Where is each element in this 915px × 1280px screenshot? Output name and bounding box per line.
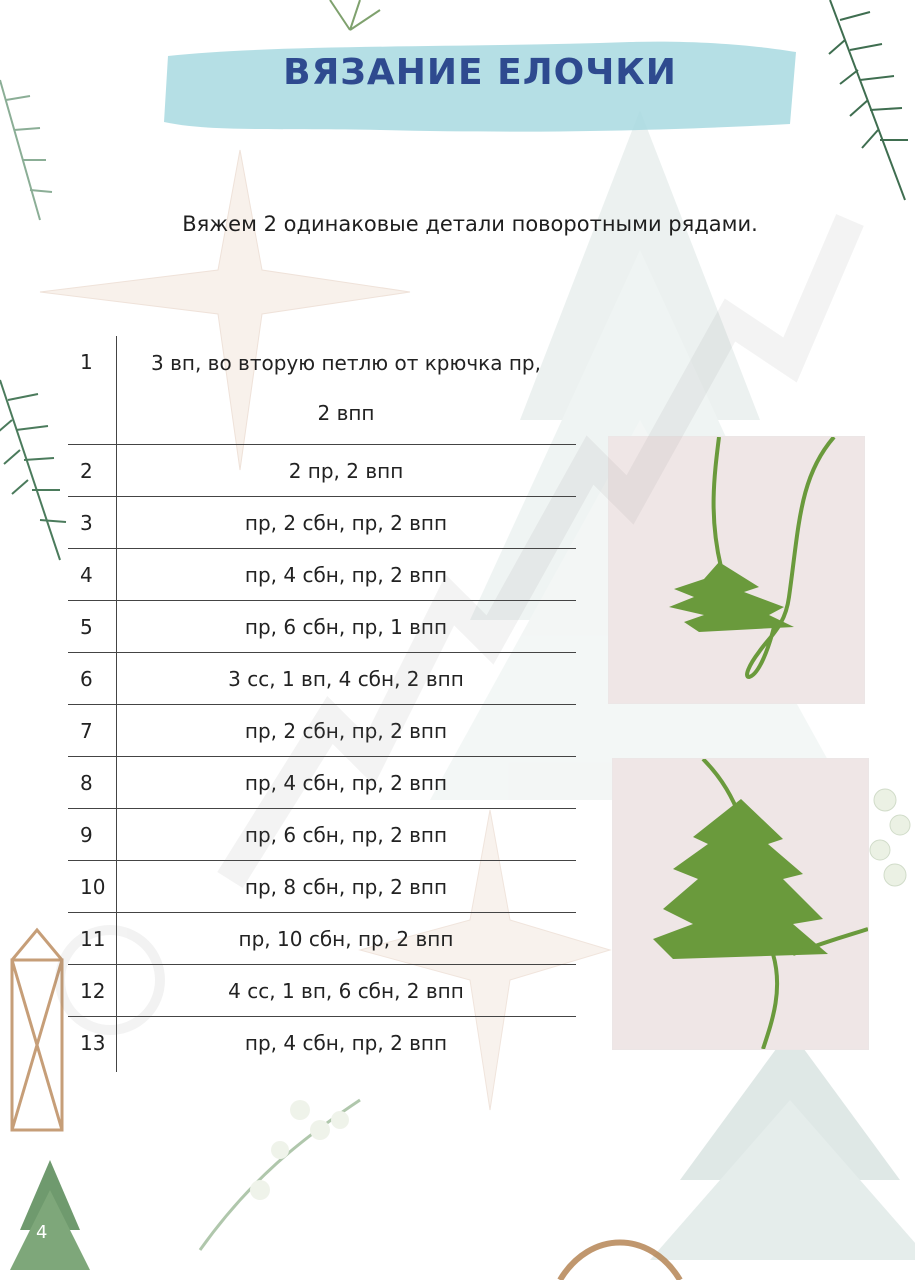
row-number: 7 [80,719,93,743]
row-instruction: пр, 2 сбн, пр, 2 впп [244,511,448,535]
row-number: 3 [80,511,93,535]
pine-branch-icon [330,0,380,30]
row-number: 12 [80,979,106,1003]
row-number: 9 [80,823,93,847]
pine-branch-icon [829,0,908,200]
row-instruction: пр, 4 сбн, пр, 2 впп [244,563,448,587]
row-instruction: пр, 8 сбн, пр, 2 впп [244,875,448,899]
row-instruction: пр, 6 сбн, пр, 1 впп [244,615,448,639]
row-instruction: 2 пр, 2 впп [288,459,404,483]
row-number: 8 [80,771,93,795]
row-instruction: пр, 4 сбн, пр, 2 впп [244,1031,448,1055]
row-instruction-line2: 2 впп [317,401,375,425]
row-number: 1 [80,350,93,374]
row-instruction-line1: 3 вп, во вторую петлю от крючка пр, [151,351,541,375]
row-instruction: пр, 10 сбн, пр, 2 впп [238,927,454,951]
row-number: 6 [80,667,93,691]
row-number: 13 [80,1031,106,1055]
page-number: 4 [36,1222,48,1243]
watermark [30,180,910,1080]
intro-text: Вяжем 2 одинаковые детали поворотными рядами. [182,212,758,236]
snowy-tree-icon [10,1160,90,1270]
row-instruction: 3 сс, 1 вп, 4 сбн, 2 впп [228,667,464,691]
row-instruction: пр, 4 сбн, пр, 2 впп [244,771,448,795]
row-instruction: пр, 6 сбн, пр, 2 впп [244,823,448,847]
page-title: ВЯЗАНИЕ ЕЛОЧКИ [283,52,677,93]
row-number: 11 [80,927,106,951]
row-number: 2 [80,459,93,483]
row-instruction: 4 сс, 1 вп, 6 сбн, 2 впп [228,979,464,1003]
row-instruction: пр, 2 сбн, пр, 2 впп [244,719,448,743]
row-number: 5 [80,615,93,639]
row-number: 4 [80,563,93,587]
row-number: 10 [80,875,106,899]
berry-branch-icon [200,1100,360,1250]
